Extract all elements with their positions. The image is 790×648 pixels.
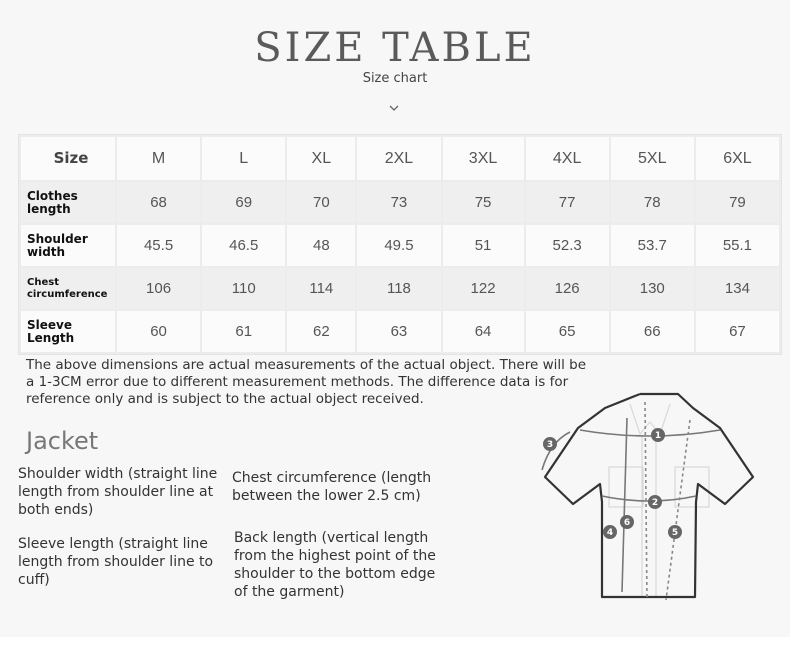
table-cell: 66	[611, 311, 694, 352]
table-cell: 134	[696, 268, 779, 309]
section-title: Jacket	[26, 427, 99, 455]
table-cell: 114	[287, 268, 355, 309]
table-cell: 65	[526, 311, 609, 352]
table-cell: 61	[202, 311, 285, 352]
table-cell: 45.5	[117, 225, 200, 266]
row-label: Shoulder width	[21, 225, 115, 266]
table-cell: 75	[443, 182, 524, 223]
shirt-measurement-diagram	[530, 392, 770, 608]
back-length-description: Back length (vertical length from the highest point of the shoulder to the bottom edge of the garment)	[234, 530, 436, 600]
table-cell: 73	[357, 182, 440, 223]
column-header: 4XL	[526, 137, 609, 180]
svg-text:5: 5	[671, 528, 679, 538]
column-header: L	[202, 137, 285, 180]
table-cell: 63	[357, 311, 440, 352]
table-cell: 60	[117, 311, 200, 352]
table-cell: 62	[287, 311, 355, 352]
table-cell: 110	[202, 268, 285, 309]
table-cell: 48	[287, 225, 355, 266]
table-cell: 78	[611, 182, 694, 223]
svg-text:1: 1	[654, 431, 662, 441]
table-header-row	[21, 137, 779, 180]
shoulder-width-description: Shoulder width (straight line length from shoulder line at both ends)	[18, 466, 218, 518]
table-cell: 122	[443, 268, 524, 309]
table-cell: 55.1	[696, 225, 779, 266]
table-cell: 118	[357, 268, 440, 309]
chest-description: Chest circumference (length between the lower 2.5 cm)	[232, 470, 432, 504]
column-header: XL	[287, 137, 355, 180]
column-header: Size	[21, 137, 115, 180]
table-row	[21, 268, 779, 309]
table-cell: 51	[443, 225, 524, 266]
row-label: Chest circumference	[21, 268, 115, 309]
column-header: 2XL	[357, 137, 440, 180]
table-row	[21, 182, 779, 223]
shirt-outline	[545, 394, 753, 597]
column-header: 6XL	[696, 137, 779, 180]
table-cell: 49.5	[357, 225, 440, 266]
table-cell: 79	[696, 182, 779, 223]
table-cell: 70	[287, 182, 355, 223]
svg-text:3: 3	[546, 440, 554, 450]
measurement-note: The above dimensions are actual measurements of the actual object. There will be a 1-3CM error due to different measurement methods. The difference data is for reference only and is subject to the actual object received.	[26, 357, 587, 407]
table-cell: 126	[526, 268, 609, 309]
table-cell: 64	[443, 311, 524, 352]
table-cell: 69	[202, 182, 285, 223]
column-header: M	[117, 137, 200, 180]
table-cell: 106	[117, 268, 200, 309]
table-row	[21, 311, 779, 352]
table-cell: 68	[117, 182, 200, 223]
page-subtitle: Size chart	[362, 71, 428, 86]
column-header: 3XL	[443, 137, 524, 180]
column-header: 5XL	[611, 137, 694, 180]
table-row	[21, 225, 779, 266]
svg-text:2: 2	[651, 498, 659, 508]
row-label: Clothes length	[21, 182, 115, 223]
svg-text:6: 6	[623, 518, 631, 528]
size-table	[18, 134, 782, 355]
table-cell: 52.3	[526, 225, 609, 266]
page-title: SIZE TABLE	[254, 25, 536, 71]
table-cell: 67	[696, 311, 779, 352]
table-cell: 77	[526, 182, 609, 223]
chevron-down-icon	[388, 102, 400, 114]
table-cell: 46.5	[202, 225, 285, 266]
table-cell: 53.7	[611, 225, 694, 266]
table-cell: 130	[611, 268, 694, 309]
row-label: Sleeve Length	[21, 311, 115, 352]
sleeve-description: Sleeve length (straight line length from shoulder line to cuff)	[18, 536, 214, 588]
svg-text:4: 4	[606, 528, 614, 538]
